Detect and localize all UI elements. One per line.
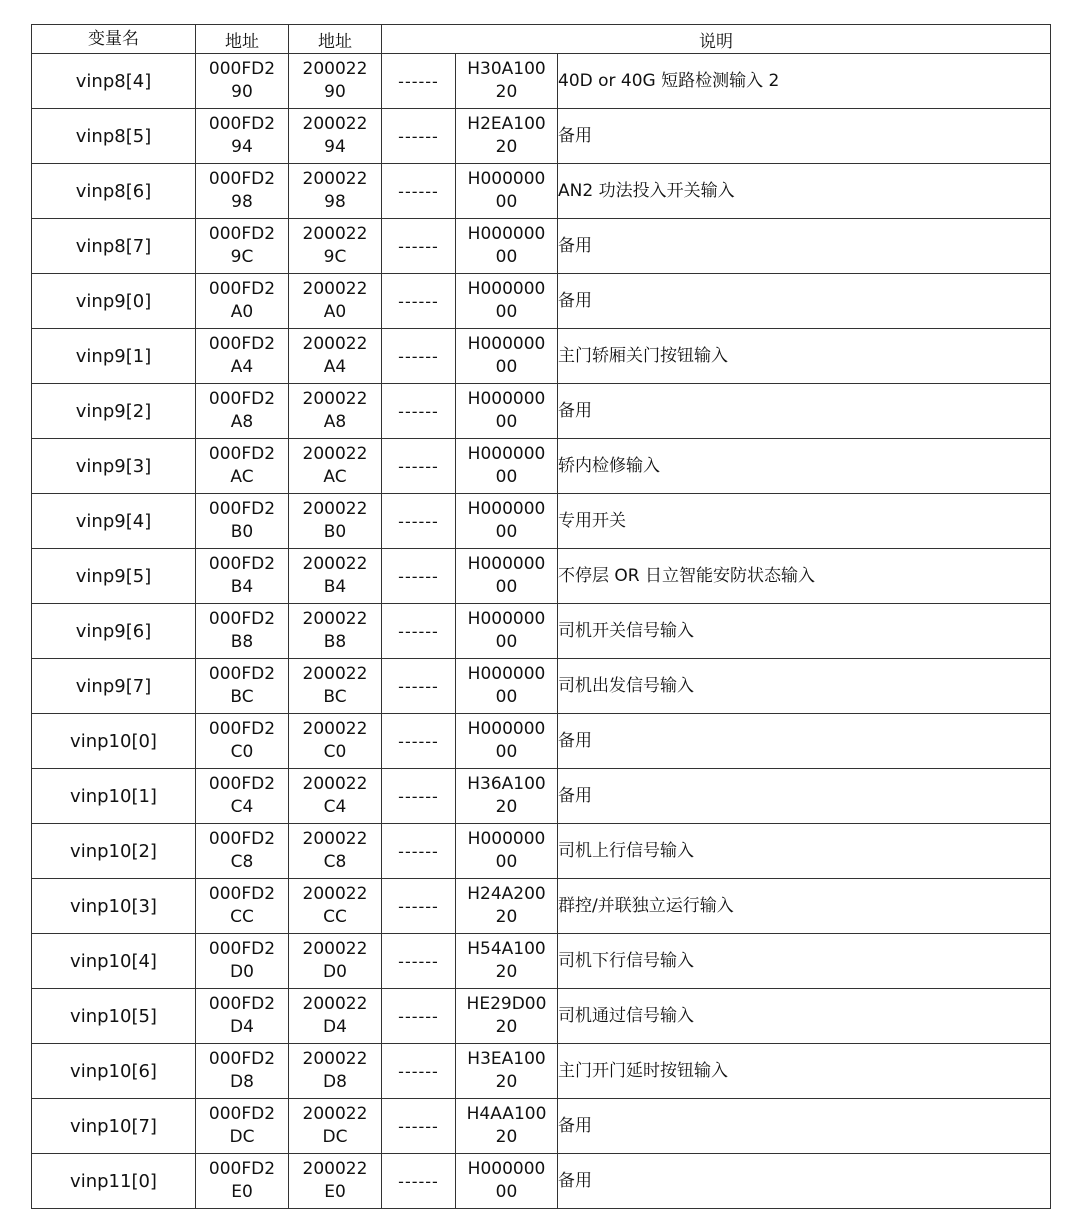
- header-address-2: 地址: [289, 25, 382, 54]
- address-2-line-1: 200022: [302, 719, 368, 739]
- variable-name-cell: vinp8[7]: [32, 219, 196, 274]
- placeholder-dash-cell: ------: [382, 659, 456, 714]
- address-1-line-1: 000FD2: [208, 59, 276, 79]
- table-row: [32, 604, 1051, 659]
- address-2-line-2: A8: [323, 412, 347, 432]
- value-line-1: H2EA100: [467, 114, 546, 134]
- address-2-line-2: CC: [323, 907, 347, 927]
- description-cell: 备用: [558, 384, 1051, 439]
- address-1-cell: [196, 494, 289, 549]
- value-line-2: 20: [495, 907, 518, 927]
- address-2-line-1: 200022: [302, 444, 368, 464]
- address-1-line-2: B8: [230, 632, 254, 652]
- placeholder-dash-cell: ------: [382, 824, 456, 879]
- table-row: [32, 1099, 1051, 1154]
- address-2-line-2: A4: [323, 357, 347, 377]
- value-line-2: 00: [495, 632, 518, 652]
- address-2-cell: [289, 1154, 382, 1209]
- address-2-line-2: B4: [323, 577, 347, 597]
- value-cell: [456, 1044, 558, 1099]
- value-line-1: H30A100: [467, 59, 546, 79]
- description-cell: 司机开关信号输入: [558, 604, 1051, 659]
- address-2-line-2: 90: [324, 82, 346, 102]
- address-2-line-2: A0: [323, 302, 347, 322]
- variable-name-cell: vinp10[4]: [32, 934, 196, 989]
- address-1-line-2: C0: [230, 742, 254, 762]
- variable-name-cell: vinp9[6]: [32, 604, 196, 659]
- address-2-cell: [289, 769, 382, 824]
- address-2-cell: [289, 329, 382, 384]
- address-2-line-2: C4: [323, 797, 347, 817]
- address-1-line-1: 000FD2: [208, 279, 276, 299]
- description-cell: 群控/并联独立运行输入: [558, 879, 1051, 934]
- value-cell: [456, 109, 558, 164]
- variable-name-cell: vinp9[2]: [32, 384, 196, 439]
- address-2-cell: [289, 659, 382, 714]
- value-line-1: H000000: [467, 279, 546, 299]
- address-1-cell: [196, 604, 289, 659]
- value-line-2: 00: [495, 302, 518, 322]
- address-2-line-1: 200022: [302, 609, 368, 629]
- variable-name-cell: vinp10[5]: [32, 989, 196, 1044]
- table-row: [32, 439, 1051, 494]
- value-line-1: H000000: [467, 169, 546, 189]
- placeholder-dash-cell: ------: [382, 54, 456, 109]
- address-1-cell: [196, 439, 289, 494]
- address-2-line-2: 9C: [323, 247, 347, 267]
- address-2-line-2: 98: [324, 192, 346, 212]
- address-2-line-2: C0: [323, 742, 347, 762]
- address-1-line-1: 000FD2: [208, 499, 276, 519]
- description-cell: 备用: [558, 219, 1051, 274]
- variable-name-cell: vinp10[3]: [32, 879, 196, 934]
- value-line-1: H000000: [467, 719, 546, 739]
- value-line-2: 00: [495, 522, 518, 542]
- address-1-line-1: 000FD2: [208, 389, 276, 409]
- placeholder-dash-cell: ------: [382, 329, 456, 384]
- address-1-line-1: 000FD2: [208, 554, 276, 574]
- value-cell: [456, 384, 558, 439]
- address-1-line-2: C4: [230, 797, 254, 817]
- variable-name-cell: vinp9[5]: [32, 549, 196, 604]
- placeholder-dash-cell: ------: [382, 879, 456, 934]
- value-cell: [456, 164, 558, 219]
- address-1-line-1: 000FD2: [208, 664, 276, 684]
- address-1-line-1: 000FD2: [208, 444, 276, 464]
- value-line-1: H000000: [467, 554, 546, 574]
- address-2-line-2: D0: [323, 962, 347, 982]
- placeholder-dash-cell: ------: [382, 1154, 456, 1209]
- variable-name-cell: vinp9[1]: [32, 329, 196, 384]
- address-1-line-1: 000FD2: [208, 829, 276, 849]
- address-1-line-2: A8: [230, 412, 254, 432]
- address-1-line-2: 98: [231, 192, 253, 212]
- variable-name-cell: vinp9[3]: [32, 439, 196, 494]
- address-1-line-2: 9C: [230, 247, 254, 267]
- value-cell: [456, 934, 558, 989]
- address-2-line-1: 200022: [302, 499, 368, 519]
- value-line-2: 20: [495, 962, 518, 982]
- description-cell: 40D or 40G 短路检测输入 2: [558, 54, 1051, 109]
- address-1-line-1: 000FD2: [208, 609, 276, 629]
- address-1-line-1: 000FD2: [208, 1159, 276, 1179]
- address-2-line-2: BC: [323, 687, 347, 707]
- address-2-cell: [289, 494, 382, 549]
- address-2-line-2: DC: [322, 1127, 348, 1147]
- address-2-line-1: 200022: [302, 224, 368, 244]
- variable-name-cell: vinp10[2]: [32, 824, 196, 879]
- value-line-1: HE29D00: [466, 994, 547, 1014]
- address-1-line-1: 000FD2: [208, 114, 276, 134]
- address-1-line-2: B0: [230, 522, 254, 542]
- description-cell: 不停层 OR 日立智能安防状态输入: [558, 549, 1051, 604]
- address-1-line-2: CC: [230, 907, 254, 927]
- address-1-line-2: D0: [230, 962, 254, 982]
- address-1-line-2: E0: [231, 1182, 253, 1202]
- placeholder-dash-cell: ------: [382, 109, 456, 164]
- address-2-cell: [289, 109, 382, 164]
- variable-name-cell: vinp10[1]: [32, 769, 196, 824]
- table-body: [32, 54, 1051, 1209]
- address-1-line-1: 000FD2: [208, 939, 276, 959]
- address-1-line-2: D4: [230, 1017, 254, 1037]
- value-line-1: H000000: [467, 664, 546, 684]
- placeholder-dash-cell: ------: [382, 274, 456, 329]
- variable-name-cell: vinp11[0]: [32, 1154, 196, 1209]
- value-line-2: 00: [495, 192, 518, 212]
- address-1-line-2: B4: [230, 577, 254, 597]
- value-cell: [456, 1154, 558, 1209]
- value-line-2: 20: [495, 797, 518, 817]
- description-cell: 主门开门延时按钮输入: [558, 1044, 1051, 1099]
- placeholder-dash-cell: ------: [382, 934, 456, 989]
- placeholder-dash-cell: ------: [382, 604, 456, 659]
- table-row: [32, 54, 1051, 109]
- header-address-1: 地址: [196, 25, 289, 54]
- table-row: [32, 549, 1051, 604]
- address-2-cell: [289, 879, 382, 934]
- address-1-line-2: D8: [230, 1072, 254, 1092]
- value-line-1: H000000: [467, 829, 546, 849]
- address-2-line-1: 200022: [302, 169, 368, 189]
- value-cell: [456, 549, 558, 604]
- value-line-2: 00: [495, 357, 518, 377]
- description-cell: 司机下行信号输入: [558, 934, 1051, 989]
- address-2-cell: [289, 934, 382, 989]
- table-row: [32, 494, 1051, 549]
- value-line-2: 00: [495, 247, 518, 267]
- value-line-1: H4AA100: [466, 1104, 547, 1124]
- value-line-2: 20: [495, 1072, 518, 1092]
- value-line-1: H000000: [467, 334, 546, 354]
- address-1-cell: [196, 714, 289, 769]
- address-2-line-1: 200022: [302, 114, 368, 134]
- placeholder-dash-cell: ------: [382, 769, 456, 824]
- table-row: [32, 329, 1051, 384]
- value-cell: [456, 219, 558, 274]
- address-1-cell: [196, 1154, 289, 1209]
- address-1-line-1: 000FD2: [208, 994, 276, 1014]
- address-1-line-1: 000FD2: [208, 334, 276, 354]
- value-line-2: 00: [495, 577, 518, 597]
- address-2-cell: [289, 219, 382, 274]
- address-1-line-1: 000FD2: [208, 1104, 276, 1124]
- address-1-line-1: 000FD2: [208, 774, 276, 794]
- header-variable-name: 变量名: [32, 25, 196, 54]
- description-cell: 备用: [558, 109, 1051, 164]
- address-2-line-1: 200022: [302, 389, 368, 409]
- address-2-line-1: 200022: [302, 1049, 368, 1069]
- variable-name-cell: vinp10[7]: [32, 1099, 196, 1154]
- placeholder-dash-cell: ------: [382, 219, 456, 274]
- table-row: [32, 769, 1051, 824]
- value-cell: [456, 824, 558, 879]
- value-line-1: H000000: [467, 499, 546, 519]
- description-cell: 备用: [558, 1099, 1051, 1154]
- address-2-line-2: AC: [323, 467, 347, 487]
- value-line-2: 00: [495, 742, 518, 762]
- address-2-line-2: 94: [324, 137, 346, 157]
- address-1-cell: [196, 219, 289, 274]
- address-1-line-2: 94: [231, 137, 253, 157]
- table-row: [32, 714, 1051, 769]
- address-1-line-2: A0: [230, 302, 254, 322]
- table-row: [32, 934, 1051, 989]
- address-2-line-2: B0: [323, 522, 347, 542]
- table-row: [32, 109, 1051, 164]
- table-row: [32, 659, 1051, 714]
- placeholder-dash-cell: ------: [382, 1099, 456, 1154]
- table-row: [32, 164, 1051, 219]
- address-2-cell: [289, 164, 382, 219]
- address-1-cell: [196, 824, 289, 879]
- value-line-1: H000000: [467, 389, 546, 409]
- description-cell: AN2 功法投入开关输入: [558, 164, 1051, 219]
- address-2-cell: [289, 714, 382, 769]
- placeholder-dash-cell: ------: [382, 989, 456, 1044]
- address-1-line-1: 000FD2: [208, 169, 276, 189]
- address-2-line-2: B8: [323, 632, 347, 652]
- address-1-line-1: 000FD2: [208, 1049, 276, 1069]
- address-1-cell: [196, 329, 289, 384]
- value-line-2: 00: [495, 412, 518, 432]
- address-2-cell: [289, 1099, 382, 1154]
- table-row: [32, 879, 1051, 934]
- description-cell: 司机出发信号输入: [558, 659, 1051, 714]
- value-cell: [456, 769, 558, 824]
- variable-name-cell: vinp8[6]: [32, 164, 196, 219]
- address-2-line-1: 200022: [302, 1104, 368, 1124]
- description-cell: 备用: [558, 714, 1051, 769]
- address-1-cell: [196, 989, 289, 1044]
- address-1-cell: [196, 659, 289, 714]
- address-2-line-2: E0: [324, 1182, 346, 1202]
- value-cell: [456, 54, 558, 109]
- address-1-cell: [196, 54, 289, 109]
- address-2-line-1: 200022: [302, 59, 368, 79]
- description-cell: 轿内检修输入: [558, 439, 1051, 494]
- address-2-line-1: 200022: [302, 279, 368, 299]
- variable-name-cell: vinp8[5]: [32, 109, 196, 164]
- value-line-1: H000000: [467, 224, 546, 244]
- variable-name-cell: vinp10[0]: [32, 714, 196, 769]
- address-1-line-2: A4: [230, 357, 254, 377]
- address-2-line-1: 200022: [302, 994, 368, 1014]
- value-line-2: 00: [495, 1182, 518, 1202]
- value-cell: [456, 989, 558, 1044]
- address-2-cell: [289, 824, 382, 879]
- value-line-1: H3EA100: [467, 1049, 546, 1069]
- value-cell: [456, 1099, 558, 1154]
- description-cell: 备用: [558, 1154, 1051, 1209]
- value-line-1: H54A100: [467, 939, 546, 959]
- address-2-cell: [289, 1044, 382, 1099]
- address-2-line-1: 200022: [302, 884, 368, 904]
- value-cell: [456, 439, 558, 494]
- value-line-1: H000000: [467, 609, 546, 629]
- value-cell: [456, 604, 558, 659]
- table-row: [32, 824, 1051, 879]
- value-line-2: 20: [495, 1017, 518, 1037]
- description-cell: 专用开关: [558, 494, 1051, 549]
- variable-name-cell: vinp9[0]: [32, 274, 196, 329]
- value-cell: [456, 494, 558, 549]
- address-2-line-1: 200022: [302, 334, 368, 354]
- table-row: [32, 989, 1051, 1044]
- placeholder-dash-cell: ------: [382, 384, 456, 439]
- placeholder-dash-cell: ------: [382, 494, 456, 549]
- value-line-1: H36A100: [467, 774, 546, 794]
- placeholder-dash-cell: ------: [382, 549, 456, 604]
- address-1-line-1: 000FD2: [208, 719, 276, 739]
- table-row: [32, 384, 1051, 439]
- value-line-2: 20: [495, 82, 518, 102]
- description-cell: 备用: [558, 769, 1051, 824]
- variable-name-cell: vinp9[7]: [32, 659, 196, 714]
- address-1-cell: [196, 769, 289, 824]
- address-2-line-1: 200022: [302, 829, 368, 849]
- address-1-line-2: C8: [230, 852, 254, 872]
- address-1-cell: [196, 1044, 289, 1099]
- table-row: [32, 219, 1051, 274]
- address-1-line-1: 000FD2: [208, 884, 276, 904]
- description-cell: 司机上行信号输入: [558, 824, 1051, 879]
- address-2-line-1: 200022: [302, 554, 368, 574]
- value-cell: [456, 659, 558, 714]
- address-1-cell: [196, 879, 289, 934]
- address-2-cell: [289, 54, 382, 109]
- value-line-2: 00: [495, 467, 518, 487]
- value-cell: [456, 714, 558, 769]
- address-2-cell: [289, 549, 382, 604]
- table-row: [32, 1154, 1051, 1209]
- value-line-2: 20: [495, 1127, 518, 1147]
- address-1-cell: [196, 384, 289, 439]
- description-cell: 司机通过信号输入: [558, 989, 1051, 1044]
- address-1-line-2: AC: [230, 467, 254, 487]
- address-1-cell: [196, 1099, 289, 1154]
- address-2-line-1: 200022: [302, 664, 368, 684]
- variable-name-cell: vinp10[6]: [32, 1044, 196, 1099]
- variable-address-table: [31, 24, 1051, 1209]
- placeholder-dash-cell: ------: [382, 1044, 456, 1099]
- address-1-cell: [196, 934, 289, 989]
- address-1-line-2: DC: [229, 1127, 255, 1147]
- description-cell: 主门轿厢关门按钮输入: [558, 329, 1051, 384]
- value-line-1: H000000: [467, 444, 546, 464]
- value-line-2: 00: [495, 687, 518, 707]
- value-cell: [456, 879, 558, 934]
- address-2-cell: [289, 439, 382, 494]
- address-1-cell: [196, 274, 289, 329]
- variable-name-cell: vinp8[4]: [32, 54, 196, 109]
- table-row: [32, 1044, 1051, 1099]
- address-2-line-2: C8: [323, 852, 347, 872]
- address-2-line-2: D8: [323, 1072, 347, 1092]
- placeholder-dash-cell: ------: [382, 439, 456, 494]
- description-cell: 备用: [558, 274, 1051, 329]
- value-line-2: 20: [495, 137, 518, 157]
- address-2-cell: [289, 384, 382, 439]
- header-row: [32, 25, 1051, 54]
- address-1-cell: [196, 164, 289, 219]
- placeholder-dash-cell: ------: [382, 714, 456, 769]
- table-row: [32, 274, 1051, 329]
- address-1-line-1: 000FD2: [208, 224, 276, 244]
- address-2-cell: [289, 989, 382, 1044]
- address-2-line-1: 200022: [302, 774, 368, 794]
- header-description: 说明: [382, 25, 1051, 54]
- address-2-line-2: D4: [323, 1017, 347, 1037]
- address-1-line-2: BC: [230, 687, 254, 707]
- address-1-cell: [196, 549, 289, 604]
- address-1-line-2: 90: [231, 82, 253, 102]
- variable-name-cell: vinp9[4]: [32, 494, 196, 549]
- value-line-1: H000000: [467, 1159, 546, 1179]
- address-2-line-1: 200022: [302, 1159, 368, 1179]
- placeholder-dash-cell: ------: [382, 164, 456, 219]
- address-2-line-1: 200022: [302, 939, 368, 959]
- value-line-2: 00: [495, 852, 518, 872]
- value-cell: [456, 329, 558, 384]
- address-1-cell: [196, 109, 289, 164]
- address-2-cell: [289, 604, 382, 659]
- value-line-1: H24A200: [467, 884, 546, 904]
- value-cell: [456, 274, 558, 329]
- address-2-cell: [289, 274, 382, 329]
